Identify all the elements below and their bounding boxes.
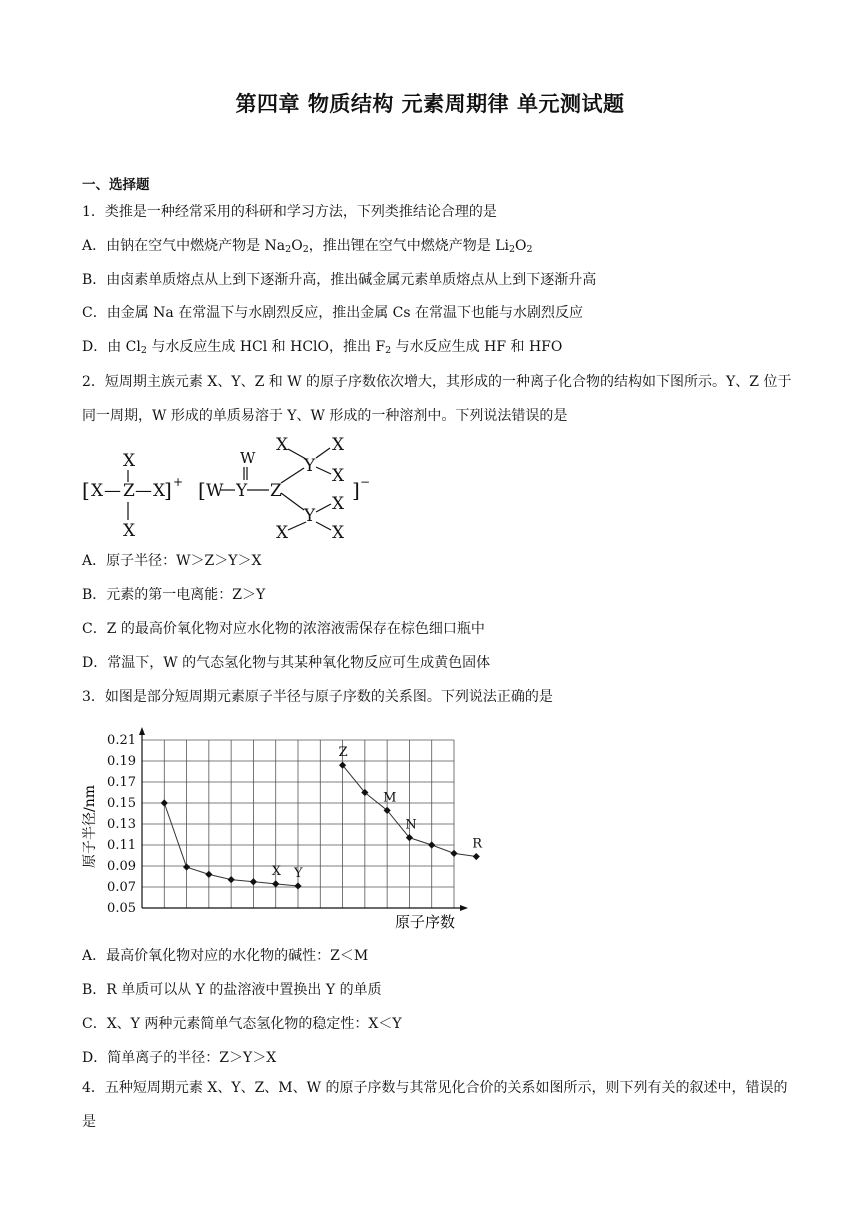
q2-stem: 2．短周期主族元素 X、Y、Z 和 W 的原子序数依次增大，其形成的一种离子化合物的结构如下图所示。Y、Z 位于同一周期，W 形成的单质易溶于 Y、W 形成的一种溶剂中。下列说法错误的是 bbox=[82, 374, 792, 424]
data-point bbox=[250, 878, 257, 885]
atom-w: W bbox=[240, 449, 256, 467]
atom-z: Z bbox=[270, 481, 282, 501]
page-title: 第四章 物质结构 元素周期律 单元测试题 bbox=[235, 92, 625, 116]
point-label: Y bbox=[294, 865, 303, 881]
q3-option-c: C．X、Y 两种元素简单气态氢化物的稳定性：X＜Y bbox=[82, 1016, 402, 1032]
q2-option-d: D．常温下，W 的气态氢化物与其某种氧化物反应可生成黄色固体 bbox=[82, 655, 491, 671]
atom-x: X bbox=[332, 435, 345, 455]
q1-d-text: 与水反应生成 HCl 和 HClO，推出 F bbox=[146, 339, 386, 355]
bond-line bbox=[316, 504, 331, 512]
y-tick-label: 0.15 bbox=[107, 796, 136, 811]
q2-option-b: B．元素的第一电离能：Z＞Y bbox=[82, 587, 266, 603]
atom-y: Y bbox=[304, 506, 316, 526]
q1-a-text: ，推出锂在空气中燃烧产物是 Li bbox=[308, 238, 509, 254]
bond-line bbox=[288, 522, 306, 530]
section-heading: 一、选择题 bbox=[82, 177, 150, 193]
atom-x: X bbox=[123, 521, 136, 541]
bond-line bbox=[316, 448, 330, 458]
bond-line bbox=[288, 449, 306, 459]
data-point bbox=[228, 876, 235, 883]
atom-y: Y bbox=[304, 456, 316, 476]
y-axis-label: 原子半径/nm bbox=[82, 784, 98, 868]
y-tick-label: 0.13 bbox=[107, 817, 136, 832]
cation-charge: + bbox=[173, 475, 184, 489]
q1-a-text: A．由钠在空气中燃烧产物是 Na bbox=[82, 238, 286, 254]
data-point bbox=[161, 799, 168, 806]
y-tick-label: 0.09 bbox=[107, 859, 136, 874]
q1-a-sub: 2 bbox=[302, 244, 309, 255]
q1-d-sub: 2 bbox=[385, 345, 392, 356]
bond-dash: — bbox=[104, 481, 121, 501]
q1-a-text: O bbox=[515, 238, 527, 254]
x-axis-label: 原子序数 bbox=[395, 913, 456, 931]
y-tick-label: 0.17 bbox=[107, 775, 136, 790]
q3-option-b: B．R 单质可以从 Y 的盐溶液中置换出 Y 的单质 bbox=[82, 982, 382, 998]
atom-x: X bbox=[276, 523, 289, 543]
point-label: N bbox=[405, 817, 417, 833]
data-point bbox=[428, 841, 435, 848]
point-labels bbox=[272, 745, 484, 881]
atom-x: X bbox=[332, 494, 345, 514]
chart-axes bbox=[139, 727, 468, 911]
q3-option-d: D．简单离子的半径：Z＞Y＞X bbox=[82, 1050, 277, 1066]
q1-d-text: D．由 Cl bbox=[82, 339, 141, 355]
atom-w: W bbox=[206, 481, 224, 501]
ionic-structure-diagram bbox=[80, 432, 380, 544]
q3-option-a: A．最高价氧化物对应的水化物的碱性：Z＜M bbox=[82, 948, 369, 964]
cation-bracket-right: ] bbox=[164, 478, 172, 502]
y-tick-label: 0.11 bbox=[107, 838, 136, 853]
atom-x: X bbox=[276, 435, 289, 455]
point-label: X bbox=[271, 863, 281, 879]
q1-option-d bbox=[82, 336, 802, 362]
q1-a-sub: 2 bbox=[508, 244, 516, 255]
point-label: R bbox=[472, 836, 483, 852]
y-tick-label: 0.05 bbox=[107, 901, 136, 916]
substituent-x-group bbox=[276, 435, 345, 543]
atom-y: Y bbox=[236, 481, 248, 501]
q1-stem: 1．类推是一种经常采用的科研和学习方法，下列类推结论合理的是 bbox=[82, 204, 497, 220]
q1-d-sub: 2 bbox=[140, 345, 147, 356]
q1-option-b: B．由卤素单质熔点从上到下逐渐升高，推出碱金属元素单质熔点从上到下逐渐升高 bbox=[82, 272, 597, 288]
data-point bbox=[205, 871, 212, 878]
atom-x: X bbox=[332, 466, 345, 486]
atom-x: X bbox=[153, 481, 166, 501]
y-axis-arrow bbox=[139, 727, 145, 735]
point-label: Z bbox=[338, 745, 348, 761]
atomic-radius-chart bbox=[80, 724, 483, 936]
bond-line bbox=[316, 522, 331, 530]
q1-d-text: 与水反应生成 HF 和 HFO bbox=[391, 339, 563, 355]
bond-line bbox=[281, 468, 304, 483]
q1-a-sub: 2 bbox=[526, 244, 533, 255]
y-tick-label: 0.19 bbox=[107, 754, 136, 769]
x-axis-arrow bbox=[460, 905, 468, 911]
data-point bbox=[450, 850, 457, 857]
q2-option-c: C．Z 的最高价氧化物对应水化物的浓溶液需保存在棕色细口瓶中 bbox=[82, 621, 485, 637]
q1-option-c: C．由金属 Na 在常温下与水剧烈反应，推出金属 Cs 在常温下也能与水剧烈反应 bbox=[82, 305, 584, 321]
q1-a-text: O bbox=[291, 238, 303, 254]
atom-x: X bbox=[123, 451, 136, 471]
data-point bbox=[272, 880, 279, 887]
q1-option-a bbox=[82, 235, 802, 261]
point-label: M bbox=[383, 790, 397, 806]
anion-charge: − bbox=[360, 475, 371, 489]
atom-x: X bbox=[91, 481, 104, 501]
y-tick-label: 0.07 bbox=[107, 880, 136, 895]
bond-line bbox=[281, 493, 304, 510]
q2-option-a: A．原子半径：W＞Z＞Y＞X bbox=[82, 553, 262, 569]
q3-stem: 3．如图是部分短周期元素原子半径与原子序数的关系图。下列说法正确的是 bbox=[82, 689, 553, 705]
q1-a-sub: 2 bbox=[285, 244, 292, 255]
y-tick-label: 0.21 bbox=[107, 733, 136, 748]
data-point bbox=[473, 853, 480, 860]
bond-line bbox=[316, 467, 331, 474]
structure-glyphs bbox=[82, 435, 370, 543]
anion-bracket-left: [ bbox=[198, 478, 206, 502]
cation-bracket-left: [ bbox=[82, 478, 90, 502]
atom-x: X bbox=[332, 523, 345, 543]
q4-stem: 4．五种短周期元素 X、Y、Z、M、W 的原子序数与其常见化合价的关系如图所示，则下列有关的叙述中，错误的是 bbox=[82, 1080, 788, 1130]
y-tick-labels bbox=[107, 733, 136, 916]
data-point bbox=[294, 882, 301, 889]
anion-bracket-right: ] bbox=[352, 478, 360, 502]
bond-dash: — bbox=[135, 481, 152, 501]
atom-z: Z bbox=[123, 481, 135, 501]
data-point bbox=[183, 863, 190, 870]
